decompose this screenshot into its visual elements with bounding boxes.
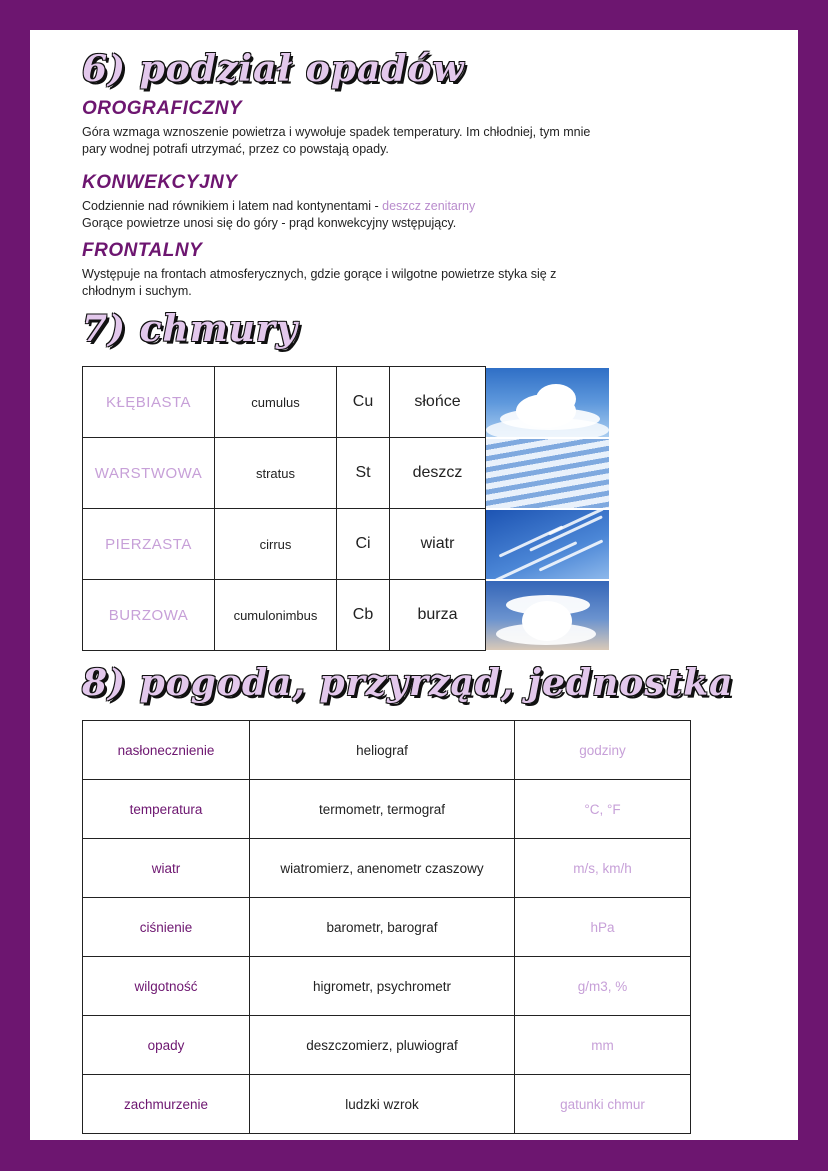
measuring-instrument: higrometr, psychrometr (250, 957, 515, 1016)
table-row (83, 509, 610, 580)
measuring-instrument: deszczomierz, pluwiograf (250, 1016, 515, 1075)
cloud-weather: słońce (390, 367, 486, 438)
section-6-title: 6) podział opadów (82, 48, 465, 90)
convective-text (82, 198, 722, 232)
section-8-title: 8) pogoda, przyrząd, jednostka (82, 662, 734, 704)
cloud-latin-name: stratus (215, 438, 337, 509)
cloud-weather: wiatr (390, 509, 486, 580)
cloud-latin-name: cumulus (215, 367, 337, 438)
cumulonimbus-photo (486, 581, 609, 650)
cloud-latin-name: cumulonimbus (215, 580, 337, 651)
cloud-abbreviation: Cb (337, 580, 390, 651)
table-row (83, 957, 691, 1016)
measuring-instrument: wiatromierz, anenometr czaszowy (250, 839, 515, 898)
section-7-title: 7) chmury (82, 308, 298, 350)
table-row (83, 780, 691, 839)
weather-parameter: ciśnienie (83, 898, 250, 957)
cloud-name: BURZOWA (83, 580, 215, 651)
table-row (83, 839, 691, 898)
orographic-line-1: Góra wzmaga wznoszenie powietrza i wywołuje spadek temperatury. Im chłodniej, tym mnie (82, 125, 591, 139)
table-row (83, 1075, 691, 1134)
frontal-line-2: chłodnym i suchym. (82, 284, 192, 298)
weather-parameter: zachmurzenie (83, 1075, 250, 1134)
measuring-instrument: heliograf (250, 721, 515, 780)
table-row (83, 1016, 691, 1075)
zenithal-rain-term: deszcz zenitarny (382, 199, 476, 213)
convective-heading: KONWEKCYJNY (82, 172, 238, 193)
frontal-text (82, 266, 722, 300)
measurement-unit: °C, °F (515, 780, 691, 839)
measurement-unit: gatunki chmur (515, 1075, 691, 1134)
measurement-unit: mm (515, 1016, 691, 1075)
table-row (83, 580, 610, 651)
measurement-unit: hPa (515, 898, 691, 957)
cloud-name: WARSTWOWA (83, 438, 215, 509)
table-row (83, 367, 610, 438)
measuring-instrument: ludzki wzrok (250, 1075, 515, 1134)
frontal-heading: FRONTALNY (82, 240, 203, 261)
convective-line-1 (82, 198, 722, 215)
orographic-text (82, 124, 722, 158)
measurement-unit: g/m3, % (515, 957, 691, 1016)
cloud-name: PIERZASTA (83, 509, 215, 580)
orographic-heading: OROGRAFICZNY (82, 98, 243, 119)
cloud-name: KŁĘBIASTA (83, 367, 215, 438)
cloud-weather: deszcz (390, 438, 486, 509)
cloud-weather: burza (390, 580, 486, 651)
measurement-unit: m/s, km/h (515, 839, 691, 898)
measuring-instrument: barometr, barograf (250, 898, 515, 957)
cloud-abbreviation: Cu (337, 367, 390, 438)
page (30, 30, 798, 1140)
weather-instrument-table (82, 720, 691, 1134)
table-row (83, 721, 691, 780)
weather-parameter: wilgotność (83, 957, 250, 1016)
measuring-instrument: termometr, termograf (250, 780, 515, 839)
table-row (83, 898, 691, 957)
weather-parameter: opady (83, 1016, 250, 1075)
table-row (83, 438, 610, 509)
cloud-abbreviation: Ci (337, 509, 390, 580)
weather-parameter: wiatr (83, 839, 250, 898)
measurement-unit: godziny (515, 721, 691, 780)
cloud-abbreviation: St (337, 438, 390, 509)
weather-parameter: nasłonecznienie (83, 721, 250, 780)
weather-parameter: temperatura (83, 780, 250, 839)
cirrus-photo (486, 510, 609, 579)
cloud-table (82, 366, 610, 651)
cloud-latin-name: cirrus (215, 509, 337, 580)
cumulus-photo (486, 368, 609, 437)
convective-line-1-text: Codziennie nad równikiem i latem nad kontynentami - (82, 199, 383, 213)
frontal-line-1: Występuje na frontach atmosferycznych, gdzie gorące i wilgotne powietrze styka się z (82, 267, 557, 281)
orographic-line-2: pary wodnej potrafi utrzymać, przez co powstają opady. (82, 142, 389, 156)
stratus-photo (486, 439, 609, 508)
convective-line-2: Gorące powietrze unosi się do góry - prąd konwekcyjny wstępujący. (82, 216, 457, 230)
